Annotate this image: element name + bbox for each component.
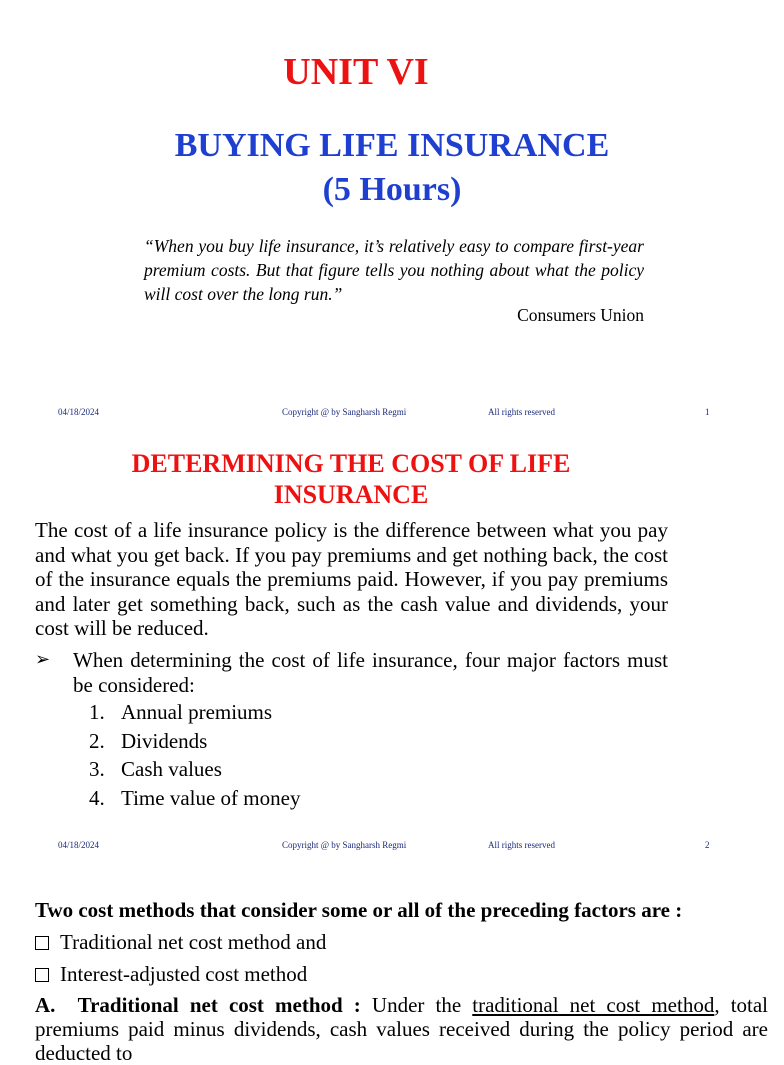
factors-list bbox=[89, 700, 300, 814]
footer-copyright: Copyright @ by Sangharsh Regmi bbox=[282, 840, 407, 850]
footer-page-number: 1 bbox=[705, 407, 710, 417]
slide1-footer bbox=[0, 407, 768, 421]
slide2-title bbox=[60, 448, 642, 510]
slide2-footer bbox=[0, 840, 768, 854]
footer-rights: All rights reserved bbox=[488, 840, 555, 850]
slide1-title-line2: (5 Hours) bbox=[322, 171, 462, 208]
section-a-link: traditional net cost method bbox=[472, 993, 715, 1017]
factors-bullet-text: When determining the cost of life insurance, four major factors must be considered: bbox=[73, 648, 668, 697]
arrow-bullet-icon: ➢ bbox=[35, 649, 51, 670]
slide1-title-line1: BUYING LIFE INSURANCE bbox=[174, 127, 610, 164]
list-item: 4. Time value of money bbox=[89, 785, 301, 810]
methods-heading: Two cost methods that consider some or all of the preceding factors are : bbox=[35, 898, 683, 922]
section-a-title: Traditional net cost method : bbox=[77, 993, 361, 1017]
method-item: Traditional net cost method and bbox=[35, 930, 326, 955]
footer-copyright: Copyright @ by Sangharsh Regmi bbox=[282, 407, 407, 417]
checkbox-bullet-icon bbox=[35, 936, 49, 950]
checkbox-bullet-icon bbox=[35, 968, 49, 982]
quote-source: Consumers Union bbox=[517, 305, 644, 325]
footer-rights: All rights reserved bbox=[488, 407, 555, 417]
quote-text: “When you buy life insurance, it’s relatively easy to compare first-year premium costs. But that figure tells you nothing about what the policy will cost over the long run.” bbox=[144, 236, 644, 304]
section-a-label: A. bbox=[35, 993, 56, 1017]
method-item: Interest-adjusted cost method bbox=[35, 962, 307, 987]
slide2-title-line1: DETERMINING THE COST OF LIFE bbox=[131, 449, 571, 478]
factors-bullet bbox=[35, 648, 668, 697]
footer-date: 04/18/2024 bbox=[58, 407, 100, 417]
slide2-title-line2: INSURANCE bbox=[273, 480, 429, 509]
list-item: 2. Dividends bbox=[89, 728, 208, 753]
footer-page-number: 2 bbox=[705, 840, 710, 850]
list-item: 3. Cash values bbox=[89, 757, 222, 781]
list-item: 1. Annual premiums bbox=[89, 700, 273, 724]
footer-date: 04/18/2024 bbox=[58, 840, 100, 850]
section-a: A. Traditional net cost method : Under the traditional net cost method, total premiums paid minus dividends, cash values received during the policy period are deducted to bbox=[35, 993, 769, 1065]
slide1-title bbox=[0, 124, 784, 212]
unit-title: UNIT VI bbox=[283, 51, 429, 93]
cost-paragraph: The cost of a life insurance policy is the difference between what you pay and what you get back. If you pay premiums and get nothing back, the cost of the insurance equals the premiums paid. However, if you pay premiums and later get something back, such as the cash value and dividends, your cost will be reduced. bbox=[35, 518, 668, 640]
